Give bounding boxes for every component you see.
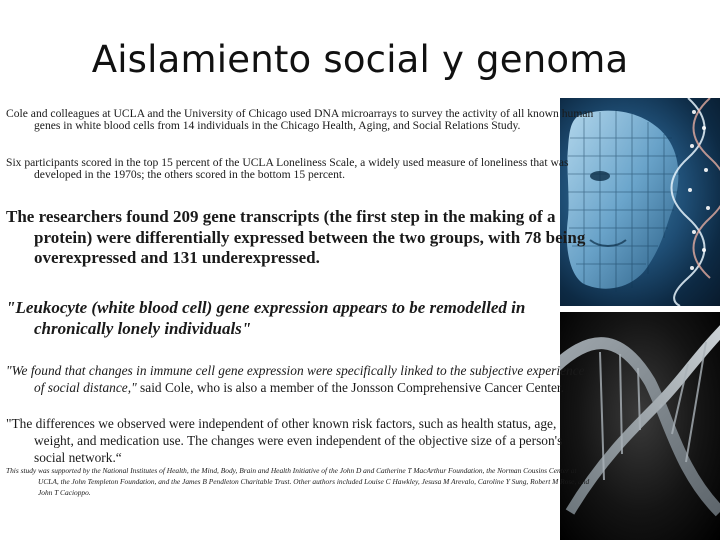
paragraph-cole-quote bbox=[6, 362, 594, 396]
slide-title: Aislamiento social y genoma bbox=[91, 38, 629, 81]
paragraph-loneliness-scale: Six participants scored in the top 15 percent of the UCLA Loneliness Scale, a widely used measure of loneliness that was developed in the 1970s; the others scored in the bottom 15 percent. bbox=[6, 156, 569, 182]
paragraph-gene-findings: The researchers found 209 gene transcripts (the first step in the making of a protein) were differentially expressed between the two groups, with 78 being overexpressed and 131 underexpressed. bbox=[6, 207, 586, 267]
paragraph-leukocyte-quote: "Leukocyte (white blood cell) gene expression appears to be remodelled in chronically lonely individuals" bbox=[6, 298, 526, 338]
paragraph-independence-quote: "The differences we observed were independent of other known risk factors, such as health status, age, weight, and medication use. The changes were even independent of the objective size of a person's social network.“ bbox=[6, 416, 563, 466]
side-helix bbox=[672, 98, 720, 306]
paragraph-study-description: Cole and colleagues at UCLA and the University of Chicago used DNA microarrays to survey the activity of all known human genes in white blood cells from 14 individuals in the Chicago Health, Aging, and Social Relations Study. bbox=[6, 107, 594, 133]
cole-quote-attribution: said Cole, who is also a member of the Jonsson Comprehensive Cancer Center. bbox=[136, 380, 564, 396]
cole-quote-text: "We found that changes in immune cell gene expression were specifically linked to the subjective experience of social distance," bbox=[6, 363, 585, 396]
paragraph-funding-note: This study was supported by the National Institutes of Health, the Mind, Body, Brain and Health Initiative of the John D and Catherine T MacArthur Foundation, the Norman Cousins Center at UCLA, the John Templeton Foundation, and the James B Pendleton Charitable Trust. Other authors included Louise C Hawkley, Jesusa M Arevalo, Caroline Y Sung, Robert M Rose, and John T Cacioppo. bbox=[6, 466, 590, 497]
